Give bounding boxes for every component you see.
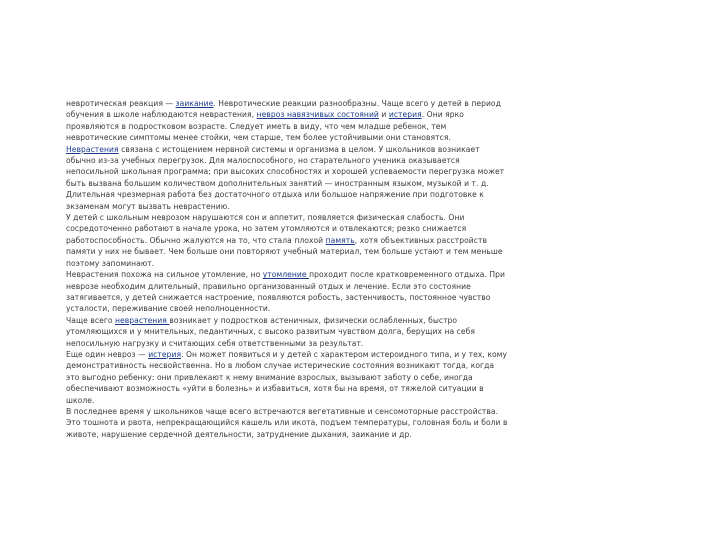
inline-link[interactable]: истерия bbox=[148, 349, 182, 359]
text-segment: и bbox=[378, 110, 389, 120]
text-segment: сосредоточенно работают в начале урока, но затем утомляются и отвлекаются; резко снижается bbox=[66, 224, 467, 234]
text-segment: памяти у них не бывает. Чем больше они повторяют учебный материал, тем больше устают и тем меньше bbox=[66, 247, 503, 257]
text-segment: связана с истощением нервной системы и организма в целом. У школьников возникает bbox=[118, 144, 480, 154]
text-segment: быть вызвана большим количеством дополнительных занятий — иностранным языком, музыкой и т. д. bbox=[66, 178, 489, 188]
text-segment: непосильной школьная программа; при высоких способностях и хорошей успеваемости перегрузка может bbox=[66, 167, 505, 177]
text-line bbox=[66, 269, 526, 280]
inline-link[interactable]: заикание bbox=[175, 99, 214, 108]
text-line bbox=[66, 246, 526, 257]
text-segment: возникает у подростков астеничных, физически ослабленных, быстро bbox=[169, 315, 458, 325]
text-segment: неврозе необходим длительный, правильно организованный отдых и лечение. Если это состояние bbox=[66, 281, 471, 291]
text-segment: работоспособность. Обычно жалуются на то, что стала плохой bbox=[66, 235, 326, 245]
text-line bbox=[66, 315, 526, 326]
text-line bbox=[66, 189, 526, 200]
text-segment: обеспечивают возможность «уйти в болезнь» и избавиться, хотя бы на время, от тяжелой ситуации в bbox=[66, 384, 484, 394]
text-segment: Еще один невроз — bbox=[66, 349, 149, 359]
text-line bbox=[66, 98, 526, 109]
text-segment: . Невротические реакции разнообразны. Чаще всего у детей в период bbox=[213, 99, 501, 108]
text-line bbox=[66, 178, 526, 189]
inline-link[interactable]: утомление bbox=[262, 270, 310, 280]
inline-link[interactable]: неврастения bbox=[115, 315, 170, 325]
text-segment: это выгодно ребенку: они привлекают к нему внимание взрослых, вызывают заботу о себе, иногда bbox=[66, 372, 473, 382]
text-line bbox=[66, 326, 526, 337]
text-segment: утомляющихся и у мнительных, педантичных, с высоко развитым чувством долга, берущих на себя bbox=[66, 327, 475, 337]
inline-link[interactable]: память bbox=[325, 235, 355, 245]
text-segment: В последнее время у школьников чаще всего встречаются вегетативные и сенсомоторные расстройства. bbox=[66, 406, 499, 416]
text-line bbox=[66, 429, 526, 440]
inline-link[interactable]: Неврастения bbox=[66, 144, 119, 154]
text-line bbox=[66, 417, 526, 428]
text-line bbox=[66, 303, 526, 314]
text-segment: усталости, переживание своей неполноценности. bbox=[66, 304, 271, 314]
text-line bbox=[66, 223, 526, 234]
text-line bbox=[66, 349, 526, 360]
text-segment: поэтому запоминают. bbox=[66, 258, 155, 268]
text-segment: Длительная чрезмерная работа без достаточного отдыха или большое напряжение при подготовке к bbox=[66, 190, 484, 200]
text-line bbox=[66, 109, 526, 120]
text-segment: проходит после кратковременного отдыха. При bbox=[309, 270, 506, 280]
text-line bbox=[66, 235, 526, 246]
text-segment: невротическая реакция — bbox=[66, 99, 176, 108]
article-text bbox=[66, 98, 526, 440]
text-line bbox=[66, 360, 526, 371]
text-segment: У детей с школьным неврозом нарушаются сон и аппетит, появляется физическая слабость. Они bbox=[66, 213, 465, 223]
text-line bbox=[66, 406, 526, 417]
text-segment: , хотя объективных расстройств bbox=[354, 235, 488, 245]
text-segment: затягивается, у детей снижается настроение, появляются робость, застенчивость, постоянное чувство bbox=[66, 292, 491, 302]
text-line bbox=[66, 166, 526, 177]
inline-link[interactable]: истерия bbox=[388, 110, 422, 120]
text-line bbox=[66, 201, 526, 212]
text-segment: Чаще всего bbox=[66, 315, 116, 325]
text-line bbox=[66, 144, 526, 155]
text-segment: . Они ярко bbox=[421, 110, 464, 120]
text-segment: невротические симптомы менее стойки, чем старше, тем более устойчивыми они становятся. bbox=[66, 133, 451, 143]
text-segment: демонстративность несвойственна. Но в любом случае истерические состояния возникают тогда, когда bbox=[66, 361, 495, 371]
text-line bbox=[66, 155, 526, 166]
text-segment: Неврастения похожа на сильное утомление, но bbox=[66, 270, 263, 280]
text-segment: проявляются в подростковом возрасте. Следует иметь в виду, что чем младше ребенок, тем bbox=[66, 121, 447, 131]
text-line bbox=[66, 383, 526, 394]
text-segment: экзаменам могут вызвать неврастению. bbox=[66, 201, 230, 211]
text-segment: обучения в школе наблюдаются неврастения, bbox=[66, 110, 257, 120]
text-segment: . Он может появиться и у детей с характером истероидного типа, и у тех, кому bbox=[181, 349, 508, 359]
text-segment: Это тошнота и рвота, непрекращающийся кашель или икота, подъем температуры, головная боль и боли в bbox=[66, 418, 508, 428]
text-line bbox=[66, 338, 526, 349]
text-line bbox=[66, 212, 526, 223]
text-line bbox=[66, 258, 526, 269]
text-segment: школе. bbox=[66, 395, 95, 405]
text-line bbox=[66, 121, 526, 132]
text-segment: непосильную нагрузку и считающих себя ответственными за результат. bbox=[66, 338, 364, 348]
text-line bbox=[66, 132, 526, 143]
text-line bbox=[66, 395, 526, 406]
inline-link[interactable]: невроз навязчивых состояний bbox=[256, 110, 379, 120]
text-line bbox=[66, 372, 526, 383]
text-segment: животе, нарушение сердечной деятельности, затруднение дыхания, заикание и др. bbox=[66, 429, 412, 439]
text-line bbox=[66, 281, 526, 292]
text-segment: обычно из-за учебных перегрузок. Для малоспособного, но старательного ученика оказывается bbox=[66, 156, 460, 166]
text-line bbox=[66, 292, 526, 303]
